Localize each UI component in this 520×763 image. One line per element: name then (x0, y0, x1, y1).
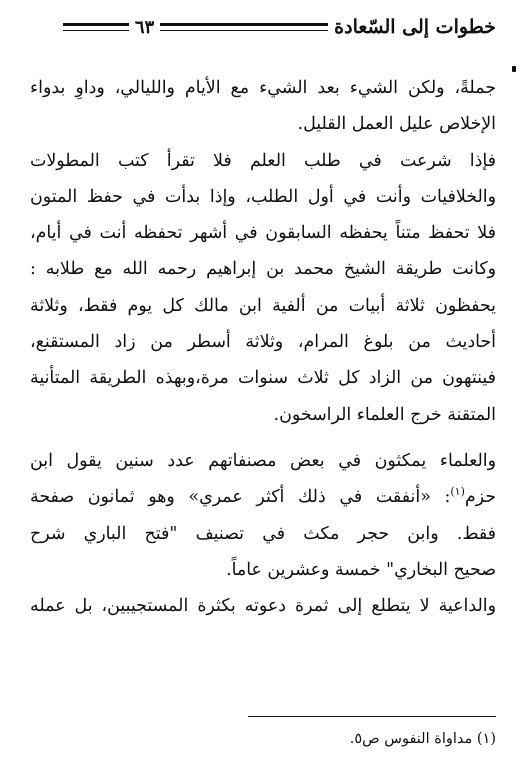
body-text (30, 70, 496, 624)
text-line: صحيح البخاري" خمسة وعشرين عاماً. (226, 559, 496, 580)
text-line: يحفظون ثلاثة أبيات من ألفية ابن مالك كل يوم فقط، وثلاثة (30, 295, 496, 316)
footnote: (١) مداواة النفوس ص٥. (349, 731, 496, 747)
text-line: والداعية لا يتطلع إلى ثمرة دعوته بكثرة المستجيبين، بل عمله (30, 596, 496, 617)
text-line: فينتهون من الزاد كل ثلاث سنوات مرة،وبهذه الطريقة المتأنية (30, 368, 496, 389)
text-line: الإخلاص عليل العمل القليل. (297, 114, 496, 135)
text-line: وكانت طريقة الشيخ محمد بن إبراهيم رحمه الله مع طلابه : (30, 259, 496, 280)
page-number: ٦٣ (134, 16, 155, 38)
text-line (30, 479, 496, 515)
text-fragment: : (430, 487, 451, 508)
text-fragment: «أنفقت في ذلك أكثر عمري» وهو ثمانون صفحة (30, 487, 431, 508)
header-rule-end (63, 23, 129, 31)
text-line: فلا تحفظ متناً يحفظه السابقون في أشهر تحفظه أنت في أيام، (30, 223, 496, 244)
footnote-separator (248, 716, 496, 717)
text-line: والخلافيات وأنت في أول الطلب، وإذا بدأت في حفظ المتون (30, 186, 496, 207)
text-line: فإذا شرعت في طلب العلم فلا تقرأ كتب المطولات (30, 150, 496, 171)
text-line: المتقنة خرج العلماء الراسخون. (273, 404, 496, 425)
header-rule (160, 23, 328, 31)
text-line: أحاديث من بلوغ المرام، وثلاثة أسطر من زاد المستقنع، (30, 332, 496, 353)
text-line: جملةً، ولكن الشيء بعد الشيء مع الأيام والليالي، وداوِ بدواء (30, 78, 496, 98)
running-title: خطوات إلى السّعادة (334, 16, 496, 38)
text-line: والعلماء يمكثون في بعض مصنفاتهم عدد سنين يقول ابن (30, 450, 496, 471)
text-line: فقط. وابن حجر مكث في تصنيف "فتح الباري شرح (30, 523, 496, 544)
footnote-reference: (١) (450, 485, 465, 499)
margin-mark (512, 66, 516, 72)
text-fragment: حزم (464, 487, 496, 508)
page-header (30, 12, 496, 42)
